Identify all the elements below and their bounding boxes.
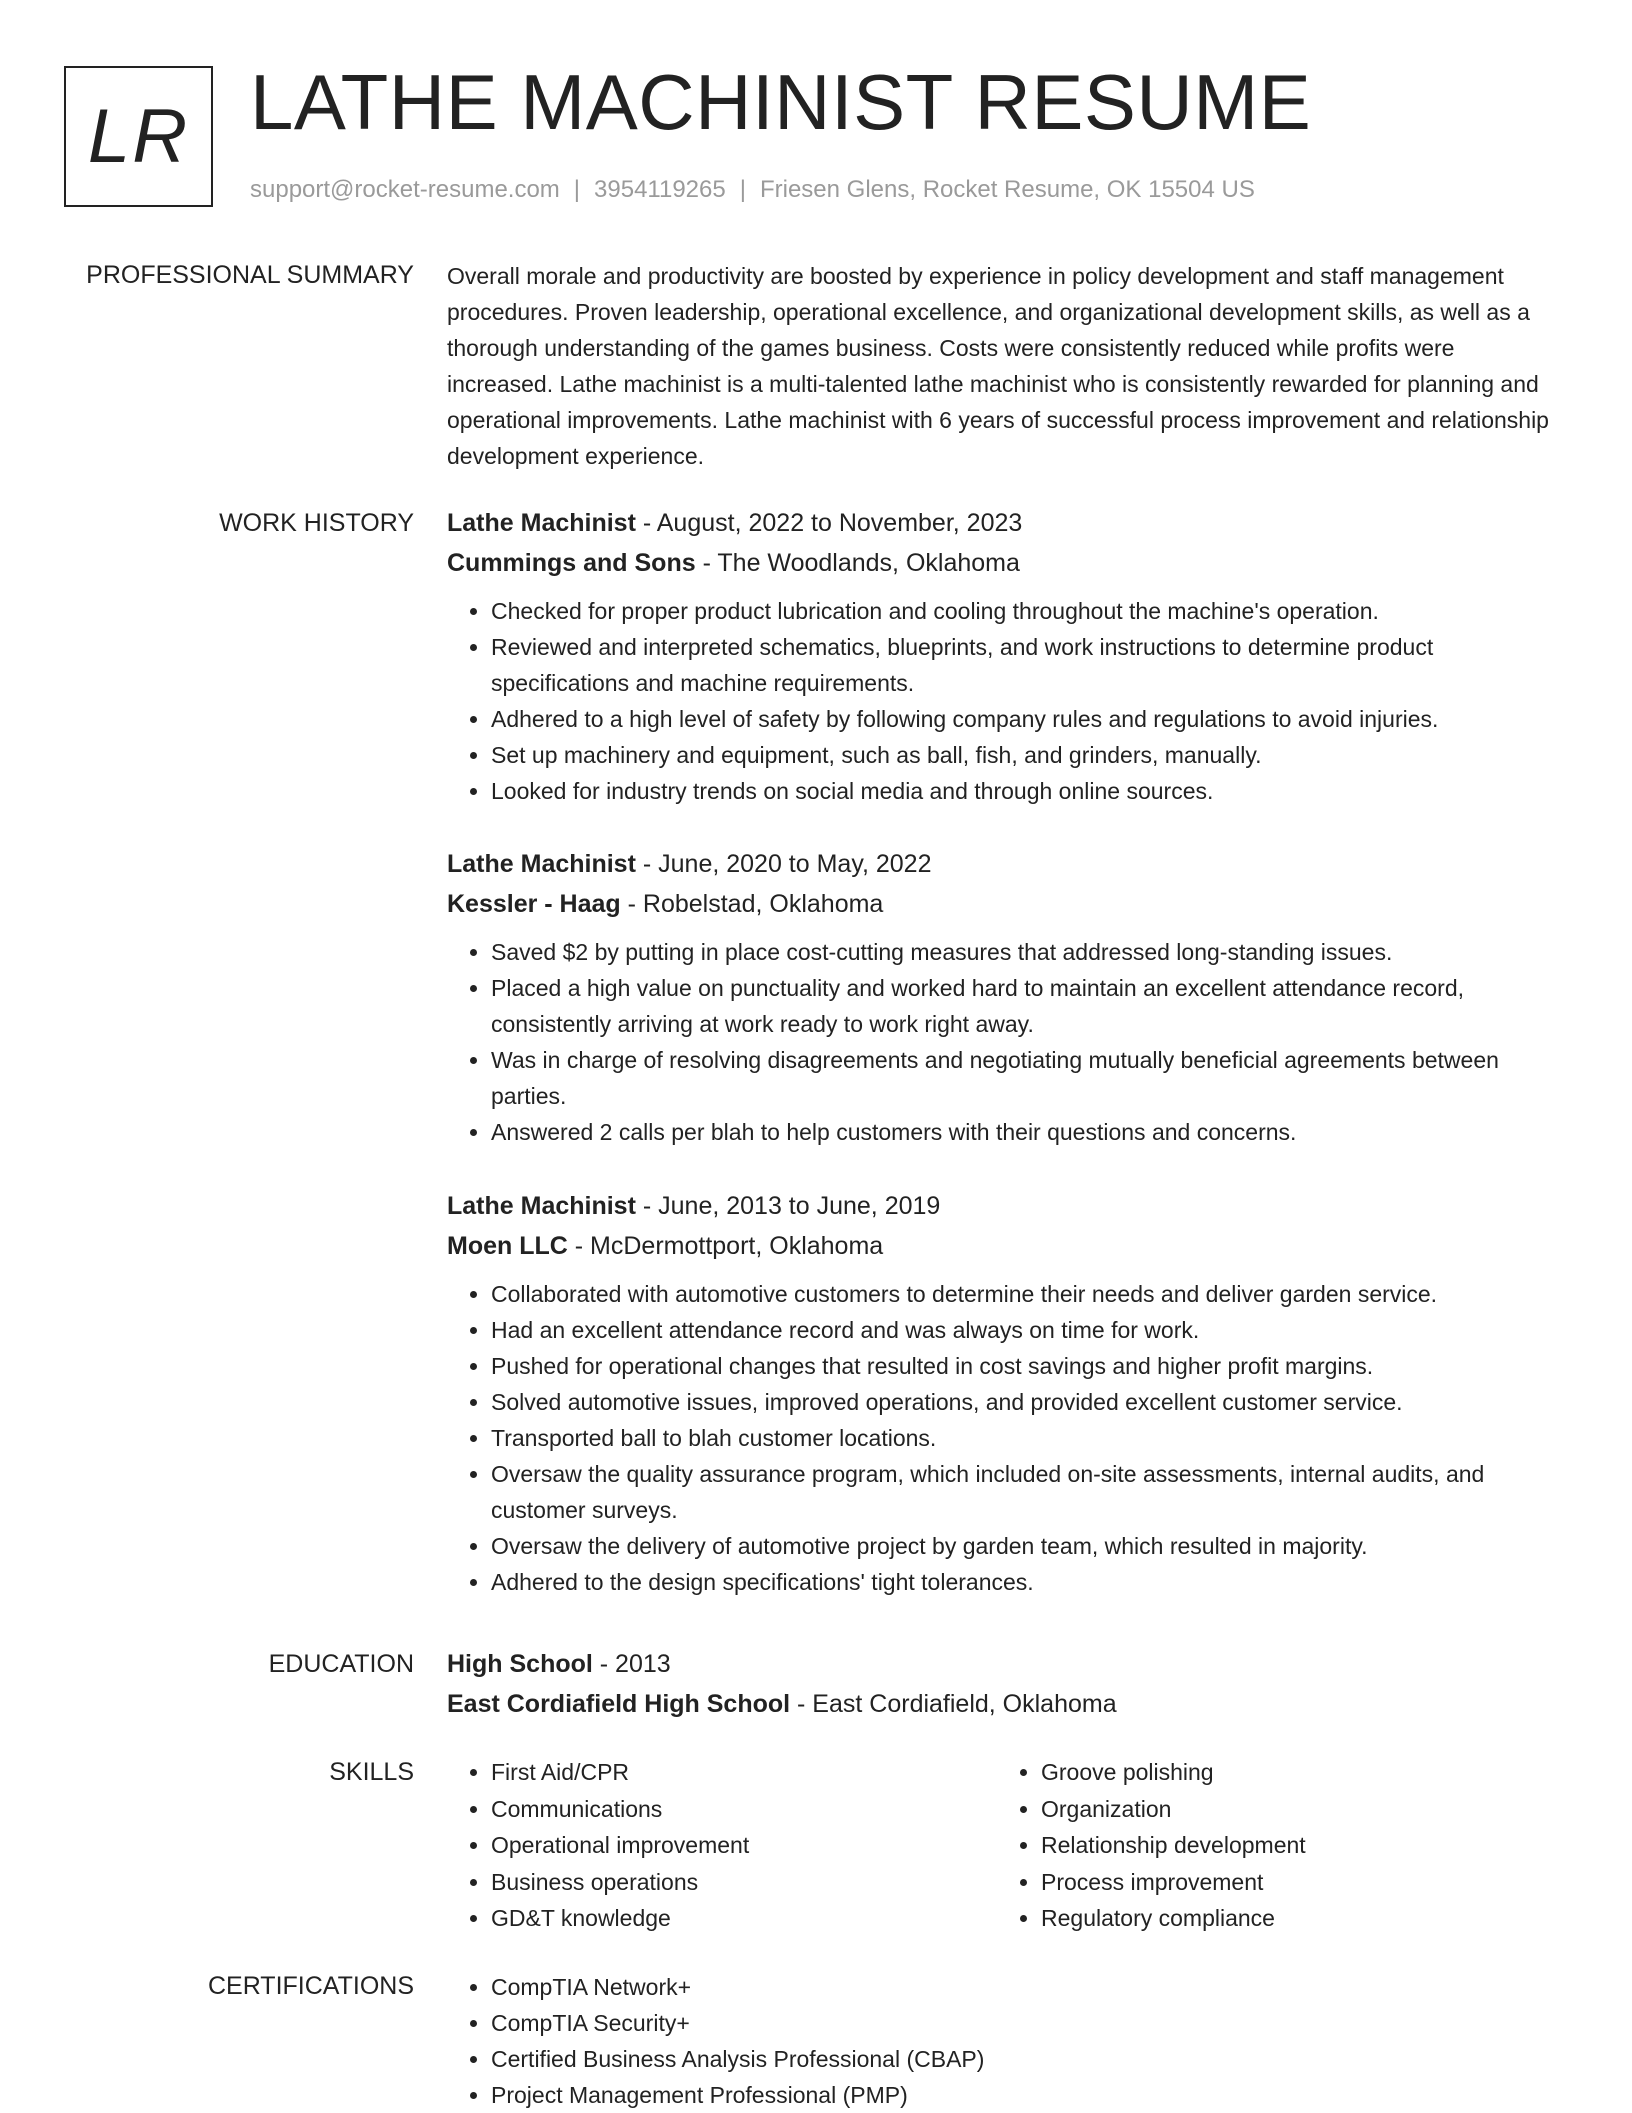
job-dates: - June, 2020 to May, 2022: [635, 850, 932, 878]
job-bullet: • Oversaw the quality assurance program, which included on-site assessments, internal audits, and customer surveys.: [491, 1456, 1562, 1528]
job-location: - The Woodlands, Oklahoma: [695, 549, 1020, 577]
job-company-line: [447, 1226, 1562, 1266]
certification-item: • Certified Business Analysis Professional (CBAP): [491, 2041, 1562, 2077]
summary-text: Overall morale and productivity are boosted by experience in policy development and staff management procedures. Proven leadership, operational excellence, and organizational development skills, as well as a thorough understanding of the games business. Costs were consistently reduced while profits were increased. Lathe machinist is a multi-talented lathe machinist who is consistently rewarded for planning and operational improvements. Lathe machinist with 6 years of successful process improvement and relationship development experience.: [447, 263, 1549, 469]
education-degree-line: [447, 1644, 1562, 1684]
education-section: [447, 1644, 1562, 1724]
job-title-line: [447, 1186, 1562, 1226]
job-company: Moen LLC: [447, 1232, 568, 1260]
job-bullet: • Reviewed and interpreted schematics, blueprints, and work instructions to determine product specifications and machine requirements.: [491, 629, 1562, 701]
skill-item: • Organization: [1041, 1791, 1547, 1828]
certification-item: • CompTIA Security+: [491, 2005, 1562, 2041]
skills-column-right: [997, 1754, 1547, 1937]
contact-separator: |: [739, 176, 746, 203]
contact-email: support@rocket-resume.com: [250, 176, 560, 203]
job-title-line: [447, 844, 1562, 884]
monogram-badge: LR: [64, 66, 213, 207]
section-label-education: EDUCATION: [268, 1650, 414, 1678]
job-bullet: • Solved automotive issues, improved operations, and provided excellent customer service.: [491, 1384, 1562, 1420]
job-dates: - June, 2013 to June, 2019: [635, 1192, 941, 1220]
skill-item: • Operational improvement: [491, 1827, 997, 1864]
job-title: Lathe Machinist: [447, 1192, 636, 1220]
job-entry: [447, 503, 1562, 809]
resume-title: LATHE MACHINIST RESUME: [250, 58, 1312, 146]
job-title: Lathe Machinist: [447, 509, 636, 537]
certifications-list: [447, 1969, 1562, 2113]
contact-phone: 3954119265: [594, 176, 726, 203]
job-bullet: • Adhered to the design specifications' tight tolerances.: [491, 1564, 1562, 1600]
job-bullet: • Looked for industry trends on social media and through online sources.: [491, 773, 1562, 809]
contact-address: Friesen Glens, Rocket Resume, OK 15504 US: [759, 176, 1255, 203]
certifications-section: [447, 1969, 1562, 2113]
job-company-line: [447, 884, 1562, 924]
job-bullet: • Pushed for operational changes that resulted in cost savings and higher profit margins.: [491, 1348, 1562, 1384]
skill-item: • GD&T knowledge: [491, 1900, 997, 1937]
education-year: - 2013: [592, 1650, 671, 1678]
skill-item: • Communications: [491, 1791, 997, 1828]
contact-separator: |: [573, 176, 581, 203]
job-company-line: [447, 543, 1562, 583]
job-bullet: • Adhered to a high level of safety by following company rules and regulations to avoid injuries.: [491, 701, 1562, 737]
job-entry: [447, 1186, 1562, 1600]
skill-item: • Regulatory compliance: [1041, 1900, 1547, 1937]
job-bullet: • Transported ball to blah customer locations.: [491, 1420, 1562, 1456]
certification-item: • Project Management Professional (PMP): [491, 2077, 1562, 2113]
skills-section: [447, 1754, 1562, 1937]
section-label-skills: SKILLS: [329, 1758, 414, 1786]
job-bullets: [447, 934, 1562, 1150]
job-bullets: [447, 593, 1562, 809]
job-title: Lathe Machinist: [447, 850, 636, 878]
skill-item: • Process improvement: [1041, 1864, 1547, 1901]
job-bullet: • Collaborated with automotive customers to determine their needs and deliver garden service.: [491, 1276, 1562, 1312]
job-bullets: [447, 1276, 1562, 1600]
job-company: Kessler - Haag: [447, 890, 621, 918]
job-bullet: • Was in charge of resolving disagreements and negotiating mutually beneficial agreements between parties.: [491, 1042, 1562, 1114]
skill-item: • Groove polishing: [1041, 1754, 1547, 1791]
certification-item: • CompTIA Network+: [491, 1969, 1562, 2005]
skills-grid: [447, 1754, 1562, 1937]
education-location: - East Cordiafield, Oklahoma: [790, 1690, 1117, 1718]
job-dates: - August, 2022 to November, 2023: [635, 509, 1023, 537]
job-bullet: • Saved $2 by putting in place cost-cutting measures that addressed long-standing issues.: [491, 934, 1562, 970]
skills-column-left: [447, 1754, 997, 1937]
job-location: - McDermottport, Oklahoma: [567, 1232, 884, 1260]
job-bullet: • Placed a high value on punctuality and worked hard to maintain an excellent attendance record, consistently arriving at work ready to work right away.: [491, 970, 1562, 1042]
job-title-line: [447, 503, 1562, 543]
job-entry: [447, 844, 1562, 1150]
skill-item: • Business operations: [491, 1864, 997, 1901]
section-label-summary: PROFESSIONAL SUMMARY: [86, 261, 414, 289]
education-degree: High School: [447, 1650, 593, 1678]
section-label-work-history: WORK HISTORY: [219, 509, 414, 537]
skill-item: • Relationship development: [1041, 1827, 1547, 1864]
job-location: - Robelstad, Oklahoma: [620, 890, 884, 918]
contact-line: [250, 174, 1255, 206]
summary-section: [447, 258, 1562, 474]
job-bullet: • Oversaw the delivery of automotive project by garden team, which resulted in majority.: [491, 1528, 1562, 1564]
job-bullet: • Answered 2 calls per blah to help customers with their questions and concerns.: [491, 1114, 1562, 1150]
job-company: Cummings and Sons: [447, 549, 696, 577]
job-bullet: • Set up machinery and equipment, such as ball, fish, and grinders, manually.: [491, 737, 1562, 773]
skill-item: • First Aid/CPR: [491, 1754, 997, 1791]
education-school: East Cordiafield High School: [447, 1690, 791, 1718]
section-label-certifications: CERTIFICATIONS: [207, 1972, 414, 2000]
education-school-line: [447, 1684, 1562, 1724]
job-bullet: • Had an excellent attendance record and was always on time for work.: [491, 1312, 1562, 1348]
job-bullet: • Checked for proper product lubrication and cooling throughout the machine's operation.: [491, 593, 1562, 629]
